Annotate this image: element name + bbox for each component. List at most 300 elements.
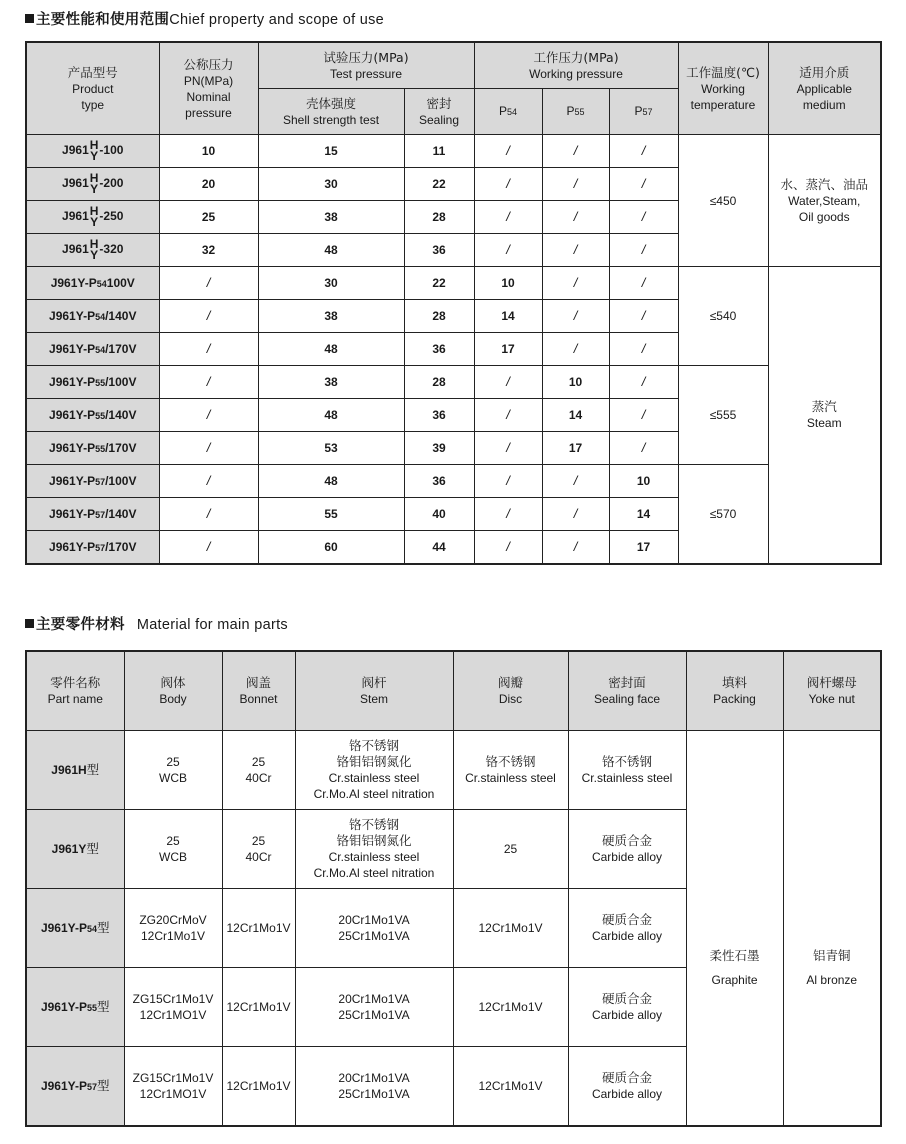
header-working-temperature [678,42,768,135]
section-title-en: Chief property and scope of use [169,12,385,28]
sealing-face-material [568,1047,686,1127]
sealing-face-material-line: Carbide alloy [591,929,663,943]
medium-en1: Steam [806,416,842,430]
yoke-nut-cn: 铝青铜 [812,948,851,963]
model-subscript: 54 [95,311,106,322]
cell-pn: / [159,531,258,565]
product-model [26,333,159,366]
header-en: Yoke nut [808,692,855,706]
part-subscript: 55 [87,1002,98,1013]
disc-material-line: 铬不锈钢 [485,754,536,769]
cell-p54: / [474,531,542,565]
stem-material [295,731,453,810]
cell-pn: / [159,300,258,333]
header-cn: 阀杆 [361,675,387,690]
bonnet-material [222,810,295,889]
header-yoke-nut [783,651,881,731]
bonnet-material-line: 40Cr [245,771,272,785]
header-test-cn: 试验压力(MPa) [323,49,409,65]
cell-p55: / [542,201,609,234]
stem-material-line: 铬不锈钢 [348,738,399,753]
working-temperature: ≤540 [678,267,768,366]
header-p55 [542,89,609,135]
medium-cn: 水、蒸汽、油品 [780,176,868,192]
header-cn: 阀杆螺母 [806,675,857,690]
cell-pn: 20 [159,168,258,201]
disc-material [453,889,568,968]
cell-p57: / [609,267,678,300]
part-model [26,968,124,1047]
cell-p57: / [609,234,678,267]
model-suffix: 100V [106,275,135,290]
table-row [26,465,881,498]
model-prefix: J961Y-P [49,506,96,521]
header-temp-en1: Working [701,81,745,96]
product-model [26,234,159,267]
section-title-cn: 主要性能和使用范围 [36,12,170,28]
cell-p57: / [609,201,678,234]
header-cn: 阀体 [160,675,186,690]
model-suffix: /170V [105,539,137,554]
bonnet-material [222,731,295,810]
header-working-en: Working pressure [529,66,623,81]
header-sealing-face [568,651,686,731]
cell-seal: 36 [404,399,474,432]
cell-p54: / [474,168,542,201]
part-subscript: 57 [87,1081,98,1092]
model-suffix: /170V [105,440,137,455]
model-prefix: J961Y-P [49,374,96,389]
cell-p55: 17 [542,432,609,465]
table-row [26,366,881,399]
model-variant-stack [90,206,99,228]
cell-p55: / [542,333,609,366]
body-material-line: 12Cr1MO1V [139,1008,207,1022]
model-variant-stack [90,173,99,195]
header-p57 [609,89,678,135]
part-prefix: J961Y [51,842,87,856]
property-table [25,41,882,565]
cell-p57: / [609,366,678,399]
cell-p57: / [609,135,678,168]
sealing-face-material-line: 硬质合金 [601,912,652,927]
p-label: P [498,104,507,118]
model-subscript: 55 [95,443,106,454]
cell-seal: 40 [404,498,474,531]
body-material [124,1047,222,1127]
stem-material [295,810,453,889]
model-variant-bottom: Y [90,149,99,163]
model-prefix: J961 [62,209,89,224]
p-label: P [634,104,643,118]
header-working-cn: 工作压力(MPa) [533,49,619,65]
cell-p57: 17 [609,531,678,565]
cell-p55: / [542,498,609,531]
header-temp-cn: 工作温度(℃) [686,64,760,80]
cell-p54: / [474,135,542,168]
cell-seal: 22 [404,168,474,201]
cell-pn: 32 [159,234,258,267]
stem-material-line: Cr.stainless steel [328,850,420,864]
disc-material [453,810,568,889]
body-material-line: ZG20CrMoV [139,913,207,927]
stem-material-line: 25Cr1Mo1VA [338,1008,410,1022]
product-model [26,498,159,531]
part-model [26,810,124,889]
stem-material-line: Cr.Mo.Al steel nitration [313,866,435,880]
body-material-line: 25 [166,755,180,769]
cell-p57: / [609,333,678,366]
header-cn: 密封面 [608,675,646,690]
bonnet-material [222,968,295,1047]
body-material [124,889,222,968]
model-variant-bottom: Y [90,215,99,229]
cell-pn: 10 [159,135,258,168]
packing-material [686,731,783,1127]
model-suffix: -250 [99,209,124,224]
header-bonnet [222,651,295,731]
sealing-face-material-line: Carbide alloy [591,1087,663,1101]
stem-material [295,1047,453,1127]
cell-p57: / [609,168,678,201]
header-cn: 填料 [721,675,747,690]
stem-material-line: 铬不锈钢 [348,817,399,832]
sealing-face-material-line: Carbide alloy [591,1008,663,1022]
sealing-face-material-line: 铬不锈钢 [601,754,652,769]
cell-shell: 48 [258,465,404,498]
applicable-medium-water-steam-oil [768,135,881,267]
header-shell-en: Shell strength test [282,112,380,127]
product-model [26,135,159,168]
stem-material-line: 20Cr1Mo1VA [338,1071,410,1085]
part-suffix: 型 [97,919,110,935]
stem-material-line: 20Cr1Mo1VA [338,992,410,1006]
cell-p57: / [609,399,678,432]
material-table [25,650,882,1127]
cell-p55: / [542,168,609,201]
model-suffix: /170V [105,341,137,356]
table-row [26,135,881,168]
cell-p55: / [542,267,609,300]
header-en: Body [159,692,187,706]
disc-material [453,968,568,1047]
cell-p55: / [542,465,609,498]
cell-shell: 48 [258,234,404,267]
header-shell-cn: 壳体强度 [305,95,356,111]
part-model [26,1047,124,1127]
square-bullet-icon [25,14,34,23]
product-model [26,531,159,565]
cell-pn: / [159,366,258,399]
header-sealing-en: Sealing [418,112,460,127]
p-subscript: 54 [507,107,518,117]
table-row [26,267,881,300]
header-en: Stem [359,692,388,706]
model-variant-top: H [89,237,99,251]
disc-material-line: 12Cr1Mo1V [478,921,543,935]
body-material-line: WCB [159,850,187,864]
cell-p55: / [542,300,609,333]
model-suffix: -200 [99,176,124,191]
body-material-line: ZG15Cr1Mo1V [132,1071,214,1085]
header-sealing [404,89,474,135]
body-material [124,810,222,889]
header-medium-cn: 适用介质 [799,64,850,80]
header-en: Disc [498,692,523,706]
cell-p54: / [474,201,542,234]
header-en: Bonnet [239,692,278,706]
cell-p55: 14 [542,399,609,432]
bonnet-material-line: 12Cr1Mo1V [226,1000,291,1014]
stem-material-line: 铬钼铝钢氮化 [336,833,412,848]
cell-shell: 48 [258,333,404,366]
model-prefix: J961Y-P [49,341,96,356]
packing-cn: 柔性石墨 [709,948,760,963]
cell-seal: 11 [404,135,474,168]
cell-shell: 53 [258,432,404,465]
product-model [26,168,159,201]
cell-p57: 10 [609,465,678,498]
body-material [124,968,222,1047]
header-cn: 阀盖 [245,675,271,690]
cell-p54: / [474,234,542,267]
medium-en2: Oil goods [798,209,850,224]
yoke-nut-en: Al bronze [806,973,858,987]
cell-p54: 10 [474,267,542,300]
model-suffix: -100 [99,143,124,158]
part-suffix: 型 [86,841,99,856]
cell-pn: / [159,333,258,366]
header-en: Part name [47,692,103,706]
model-variant-top: H [89,204,99,218]
part-prefix: J961Y-P [40,1078,87,1093]
header-product-type-en2: type [81,97,105,112]
header-shell-strength [258,89,404,135]
cell-seal: 39 [404,432,474,465]
stem-material-line: Cr.stainless steel [328,771,420,785]
model-subscript: 57 [95,509,106,520]
header-medium-en2: medium [802,97,846,112]
p-subscript: 57 [642,107,653,117]
table-row [26,731,881,810]
cell-shell: 38 [258,201,404,234]
sealing-face-material-line: 硬质合金 [601,1070,652,1085]
bonnet-material-line: 12Cr1Mo1V [226,921,291,935]
header-en: Sealing face [593,692,661,706]
cell-p54: / [474,399,542,432]
cell-seal: 44 [404,531,474,565]
cell-shell: 38 [258,300,404,333]
model-suffix: /100V [105,374,137,389]
cell-p55: 10 [542,366,609,399]
sealing-face-material [568,889,686,968]
stem-material-line: Cr.Mo.Al steel nitration [313,787,435,801]
part-model [26,889,124,968]
model-suffix: /140V [105,506,137,521]
header-nominal-cn: 公称压力 [183,56,234,72]
body-material-line: 12Cr1MO1V [139,1087,207,1101]
model-prefix: J961Y-P [49,407,96,422]
cell-p55: / [542,531,609,565]
stem-material-line: 20Cr1Mo1VA [338,913,410,927]
header-medium-en1: Applicable [796,81,852,96]
bonnet-material-line: 25 [251,755,266,769]
part-suffix: 型 [86,762,100,777]
model-prefix: J961Y-P [49,539,96,554]
body-material-line: ZG15Cr1Mo1V [132,992,214,1006]
stem-material [295,968,453,1047]
section-title-cn: 主要零件材料 [36,617,125,633]
stem-material [295,889,453,968]
sealing-face-material [568,731,686,810]
body-material-line: WCB [159,771,187,785]
cell-p57: / [609,432,678,465]
model-suffix: -320 [99,242,124,257]
model-variant-top: H [89,138,99,152]
cell-pn: / [159,432,258,465]
product-model [26,366,159,399]
stem-material-line: 25Cr1Mo1VA [338,1087,410,1101]
cell-seal: 36 [404,234,474,267]
product-model [26,201,159,234]
header-packing [686,651,783,731]
cell-seal: 36 [404,465,474,498]
header-body [124,651,222,731]
cell-pn: 25 [159,201,258,234]
model-variant-bottom: Y [90,248,99,262]
header-nominal-en2: pressure [185,105,232,120]
cell-shell: 38 [258,366,404,399]
header-product-type [26,42,159,135]
bonnet-material [222,1047,295,1127]
cell-shell: 30 [258,168,404,201]
p-label: P [566,104,575,118]
bonnet-material-line: 25 [251,834,266,848]
body-material-line: 25 [166,834,180,848]
part-prefix: J961Y-P [40,999,87,1014]
disc-material [453,731,568,810]
header-nominal-en1: Nominal [186,89,231,104]
model-variant-stack [90,239,99,261]
yoke-nut-material [783,731,881,1127]
part-prefix: J961H [51,763,87,777]
medium-cn: 蒸汽 [811,399,837,414]
section-title-chief-property [25,8,384,29]
product-model [26,300,159,333]
header-cn: 零件名称 [50,675,101,690]
cell-pn: / [159,399,258,432]
header-test-pressure [258,42,474,89]
model-prefix: J961Y-P [49,440,96,455]
header-product-type-cn: 产品型号 [67,64,118,80]
cell-shell: 55 [258,498,404,531]
product-model [26,399,159,432]
model-variant-stack [90,140,99,162]
cell-p54: 17 [474,333,542,366]
sealing-face-material-line: 硬质合金 [601,833,652,848]
cell-pn: / [159,267,258,300]
part-model [26,731,124,810]
model-subscript: 55 [95,410,106,421]
disc-material-line: 12Cr1Mo1V [478,1079,543,1093]
header-disc [453,651,568,731]
body-material-line: 12Cr1Mo1V [140,929,206,943]
working-temperature: ≤570 [678,465,768,565]
cell-seal: 28 [404,366,474,399]
header-sealing-cn: 密封 [426,95,452,111]
bonnet-material-line: 40Cr [245,850,272,864]
cell-p54: / [474,465,542,498]
sealing-face-material-line: 硬质合金 [601,991,652,1006]
model-variant-top: H [89,171,99,185]
header-product-type-en1: Product [72,81,114,96]
header-nominal-pn: PN(MPa) [183,73,234,88]
header-applicable-medium [768,42,881,135]
model-subscript: 57 [95,476,106,487]
packing-en: Graphite [711,973,758,987]
cell-pn: / [159,465,258,498]
section-title-material [25,613,288,634]
part-suffix: 型 [97,998,110,1014]
model-variant-bottom: Y [90,182,99,196]
part-subscript: 54 [87,923,98,934]
header-temp-en2: temperature [690,97,756,112]
sealing-face-material [568,810,686,889]
part-prefix: J961Y-P [40,920,87,935]
header-en: Packing [713,692,756,706]
header-nominal-pressure [159,42,258,135]
product-model [26,432,159,465]
model-subscript: 55 [95,377,106,388]
cell-seal: 36 [404,333,474,366]
header-part-name [26,651,124,731]
cell-p54: / [474,432,542,465]
product-model [26,267,159,300]
model-prefix: J961Y-P [49,308,96,323]
stem-material-line: 25Cr1Mo1VA [338,929,410,943]
header-working-pressure [474,42,678,89]
working-temperature: ≤555 [678,366,768,465]
model-prefix: J961 [62,143,89,158]
cell-shell: 60 [258,531,404,565]
cell-seal: 22 [404,267,474,300]
sealing-face-material-line: Carbide alloy [591,850,663,864]
cell-p54: / [474,498,542,531]
p-subscript: 55 [574,107,585,117]
bonnet-material [222,889,295,968]
cell-p54: / [474,366,542,399]
stem-material-line: 铬钼铝钢氮化 [336,754,412,769]
model-prefix: J961Y-P [50,275,97,290]
product-model [26,465,159,498]
disc-material-line: 12Cr1Mo1V [478,1000,543,1014]
cell-p54: 14 [474,300,542,333]
model-suffix: /140V [105,407,137,422]
header-test-en: Test pressure [329,66,403,81]
sealing-face-material-line: Cr.stainless steel [581,771,673,785]
model-prefix: J961Y-P [49,473,96,488]
cell-seal: 28 [404,201,474,234]
body-material [124,731,222,810]
model-subscript: 54 [95,344,106,355]
model-subscript: 57 [95,542,106,553]
part-suffix: 型 [97,1077,110,1093]
model-prefix: J961 [62,176,89,191]
cell-shell: 30 [258,267,404,300]
cell-p55: / [542,135,609,168]
cell-p57: 14 [609,498,678,531]
cell-seal: 28 [404,300,474,333]
